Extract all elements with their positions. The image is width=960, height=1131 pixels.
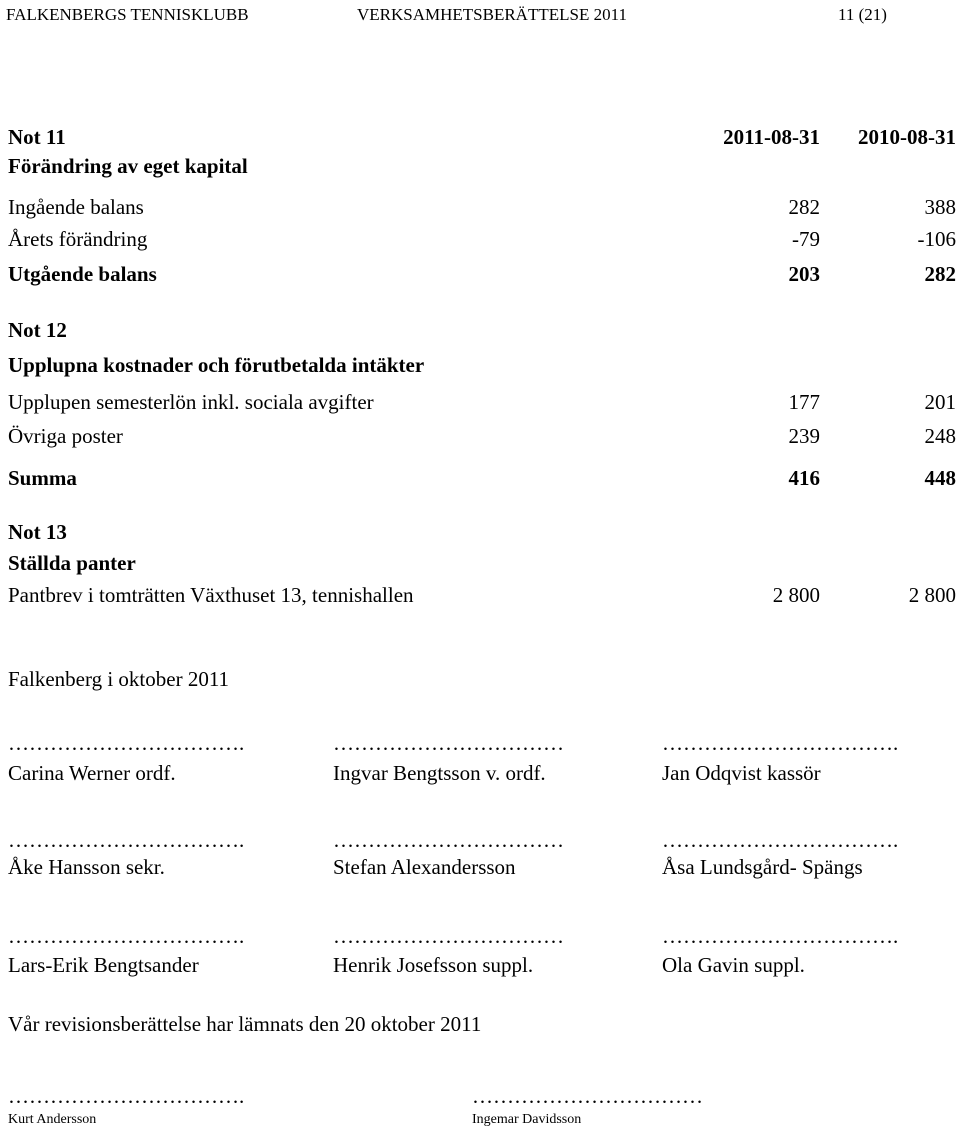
- signature-line: …………………………….: [8, 924, 245, 948]
- signatory-name: Åke Hansson sekr.: [8, 855, 165, 879]
- signature-line: ……………………………: [333, 924, 564, 948]
- not11-label: Not 11: [8, 125, 66, 149]
- signatory-name: Åsa Lundsgård- Spängs: [662, 855, 863, 879]
- column-header-2011: 2011-08-31: [723, 125, 820, 149]
- not12-label: Not 12: [8, 318, 67, 342]
- signature-line: ……………………………: [333, 731, 564, 755]
- signature-line: ……………………………: [333, 828, 564, 852]
- header-club: FALKENBERGS TENNISKLUBB: [6, 5, 249, 24]
- signatory-name: Lars-Erik Bengtsander: [8, 953, 199, 977]
- signatory-name: Stefan Alexandersson: [333, 855, 516, 879]
- row-label-total: Utgående balans: [8, 262, 157, 286]
- row-value-2011: -79: [792, 227, 820, 251]
- row-label: Årets förändring: [8, 227, 148, 251]
- row-value-2010-total: 282: [924, 262, 956, 286]
- row-value-2010: 248: [924, 424, 956, 448]
- signature-line: …………………………….: [662, 731, 899, 755]
- not11-title: Förändring av eget kapital: [8, 154, 248, 178]
- not12-title: Upplupna kostnader och förutbetalda intäkter: [8, 353, 425, 377]
- row-value-2011: 177: [788, 390, 820, 414]
- row-label: Pantbrev i tomträtten Växthuset 13, tennishallen: [8, 583, 414, 607]
- signatory-name: Ola Gavin suppl.: [662, 953, 805, 977]
- header-report: VERKSAMHETSBERÄTTELSE 2011: [357, 5, 627, 24]
- signatory-name: Carina Werner ordf.: [8, 761, 176, 785]
- not13-label: Not 13: [8, 520, 67, 544]
- row-value-2010: 2 800: [908, 583, 956, 607]
- signature-line: …………………………….: [8, 828, 245, 852]
- signature-line: …………………………….: [8, 1084, 245, 1108]
- signatory-name: Jan Odqvist kassör: [662, 761, 821, 785]
- row-value-2010: 201: [924, 390, 956, 414]
- row-value-2010: -106: [917, 227, 956, 251]
- row-label: Upplupen semesterlön inkl. sociala avgifter: [8, 390, 374, 414]
- signature-line: …………………………….: [8, 731, 245, 755]
- auditor-name: Ingemar Davidsson: [472, 1112, 582, 1127]
- signatory-name: Henrik Josefsson suppl.: [333, 953, 534, 977]
- header-page-number: 11 (21): [838, 5, 887, 24]
- column-header-2010: 2010-08-31: [858, 125, 956, 149]
- row-value-2010-total: 448: [924, 466, 956, 490]
- row-value-2011-total: 416: [788, 466, 820, 490]
- signature-line: …………………………….: [662, 828, 899, 852]
- signature-line: ……………………………: [472, 1084, 703, 1108]
- not13-title: Ställda panter: [8, 551, 136, 575]
- place-date: Falkenberg i oktober 2011: [8, 667, 230, 691]
- auditor-name: Kurt Andersson: [8, 1112, 97, 1127]
- row-value-2011: 239: [788, 424, 820, 448]
- row-value-2010: 388: [924, 195, 956, 219]
- row-label: Övriga poster: [8, 424, 123, 448]
- row-value-2011: 282: [788, 195, 820, 219]
- audit-statement: Vår revisionsberättelse har lämnats den 20 oktober 2011: [8, 1012, 482, 1036]
- row-value-2011-total: 203: [788, 262, 820, 286]
- row-label: Ingående balans: [8, 195, 144, 219]
- row-value-2011: 2 800: [772, 583, 820, 607]
- signatory-name: Ingvar Bengtsson v. ordf.: [333, 761, 546, 785]
- row-label-total: Summa: [8, 466, 77, 490]
- signature-line: …………………………….: [662, 924, 899, 948]
